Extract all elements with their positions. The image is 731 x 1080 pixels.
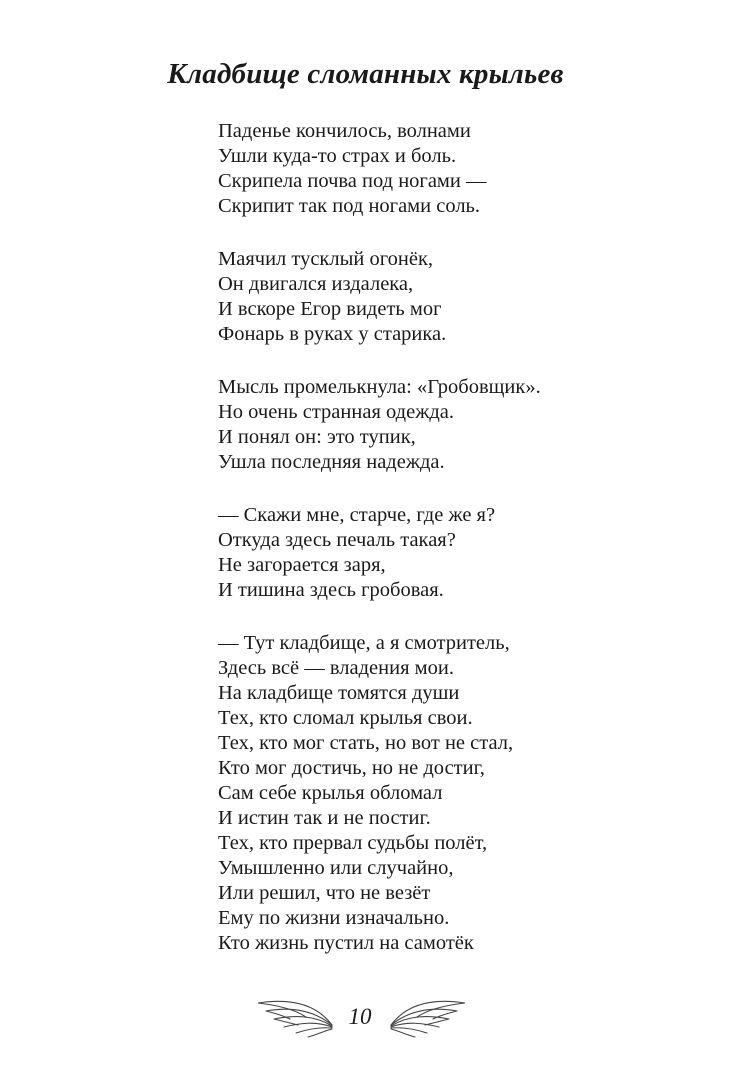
poem-line: Тех, кто сломал крылья свои. — [218, 707, 473, 729]
poem-line: — Скажи мне, старче, где же я? — [218, 504, 496, 526]
stanza — [218, 375, 541, 475]
poem-line: Скрипела почва под ногами — — [218, 170, 487, 192]
poem-line: Сам себе крылья обломал — [218, 782, 443, 804]
stanza — [218, 631, 541, 956]
poem-line: Кто жизнь пустил на самотёк — [218, 932, 474, 954]
page-number: 10 — [348, 1004, 372, 1029]
left-wing-icon — [254, 995, 334, 1039]
poem-line: Не загорается заря, — [218, 554, 386, 576]
stanza — [218, 247, 541, 347]
poem-line: Ушла последняя надежда. — [218, 451, 445, 473]
poem-line: Паденье кончилось, волнами — [218, 120, 471, 142]
poem-line: И тишина здесь гробовая. — [218, 579, 444, 601]
poem-line: Он двигался издалека, — [218, 273, 414, 295]
poem-line: Кто мог достичь, но не достиг, — [218, 757, 485, 779]
poem-line: Умышленно или случайно, — [218, 857, 454, 879]
poem-line: Здесь всё — владения мои. — [218, 657, 454, 679]
poem-line: Или решил, что не везёт — [218, 882, 431, 904]
poem-line: Ему по жизни изначально. — [218, 907, 450, 929]
poem-line: Откуда здесь печаль такая? — [218, 529, 456, 551]
right-wing-icon — [389, 995, 469, 1039]
poem-body — [218, 119, 541, 984]
page-title: Кладбище сломанных крыльев — [167, 58, 564, 90]
poem-line: На кладбище томятся души — [218, 682, 460, 704]
poem-line: И понял он: это тупик, — [218, 426, 416, 448]
poem-line: Ушли куда-то страх и боль. — [218, 145, 457, 167]
poem-line: Мысль промелькнула: «Гробовщик». — [218, 376, 541, 398]
poem-line: И истин так и не постиг. — [218, 807, 431, 829]
stanza — [218, 119, 541, 219]
page-footer — [0, 995, 731, 1045]
poem-line: Тех, кто мог стать, но вот не стал, — [218, 732, 514, 754]
poem-line: Скрипит так под ногами соль. — [218, 195, 481, 217]
poem-line: — Тут кладбище, а я смотритель, — [218, 632, 510, 654]
poem-line: Тех, кто прервал судьбы полёт, — [218, 832, 488, 854]
poem-line: И вскоре Егор видеть мог — [218, 298, 442, 320]
poem-line: Но очень странная одежда. — [218, 401, 455, 423]
poem-line: Маячил тусклый огонёк, — [218, 248, 434, 270]
poem-line: Фонарь в руках у старика. — [218, 323, 447, 345]
stanza — [218, 503, 541, 603]
